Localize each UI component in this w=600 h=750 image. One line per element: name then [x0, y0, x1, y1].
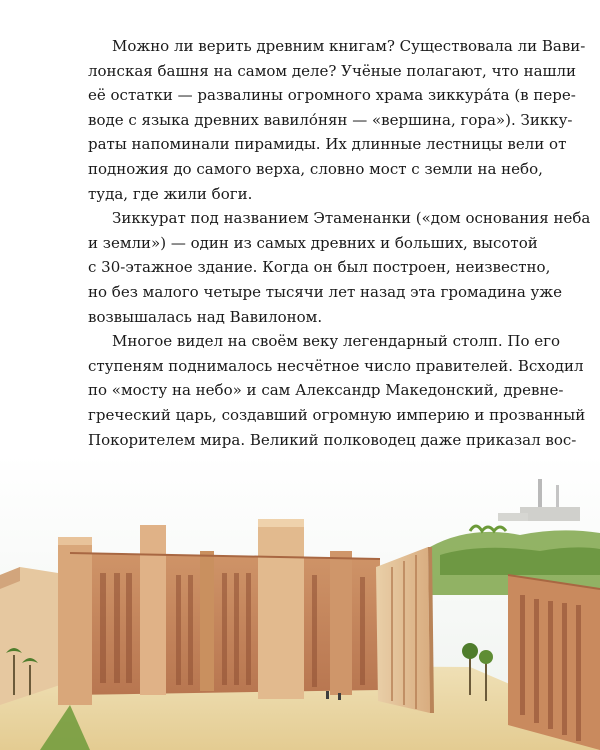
paragraph-1	[88, 34, 586, 206]
text-line: Можно ли верить древним книгам? Существовала ли Вави-	[112, 37, 586, 55]
text-line: греческий царь, создавший огромную империю и прозванный	[88, 405, 586, 424]
text-line: по «мосту на небо» и сам Александр Македонский, древне-	[88, 381, 564, 400]
text-line: Покорителем мира. Великий полководец даже приказал вос-	[88, 430, 577, 449]
text-line: воде с языка древних вавило́нян — «вершина, гора»). Зикку-	[88, 110, 573, 129]
text-line: Зиккурат под названием Этаменанки («дом основания неба	[112, 209, 591, 228]
right-wing	[376, 547, 434, 713]
text-line: ступеням поднималось несчётное число правителей. Всходил	[88, 356, 584, 375]
right-brick-wall	[508, 575, 600, 750]
text-line: подножия до самого верха, словно мост с земли на небо,	[88, 159, 543, 178]
text-line: Многое видел на своём веку легендарный столп. По его	[112, 332, 561, 351]
text-line: раты напоминали пирамиды. Их длинные лестницы вели от	[88, 135, 567, 154]
text-line: но без малого четыре тысячи лет назад эта громадина уже	[88, 282, 563, 301]
ziggurat-illustration	[0, 455, 600, 750]
text-line: возвышалась над Вавилоном.	[88, 307, 323, 326]
text-line: её остатки — развалины огромного храма зиккура́та (в пере-	[88, 86, 576, 105]
text-line: туда, где жили боги.	[88, 184, 253, 203]
text-line: с 30-этажное здание. Когда он был построен, неизвестно,	[88, 258, 551, 277]
text-line: и земли») — один из самых древних и больших, высотой	[88, 233, 538, 252]
text-line: лонская башня на самом деле? Учёные полагают, что нашли	[88, 61, 577, 80]
paragraph-2	[88, 206, 591, 329]
